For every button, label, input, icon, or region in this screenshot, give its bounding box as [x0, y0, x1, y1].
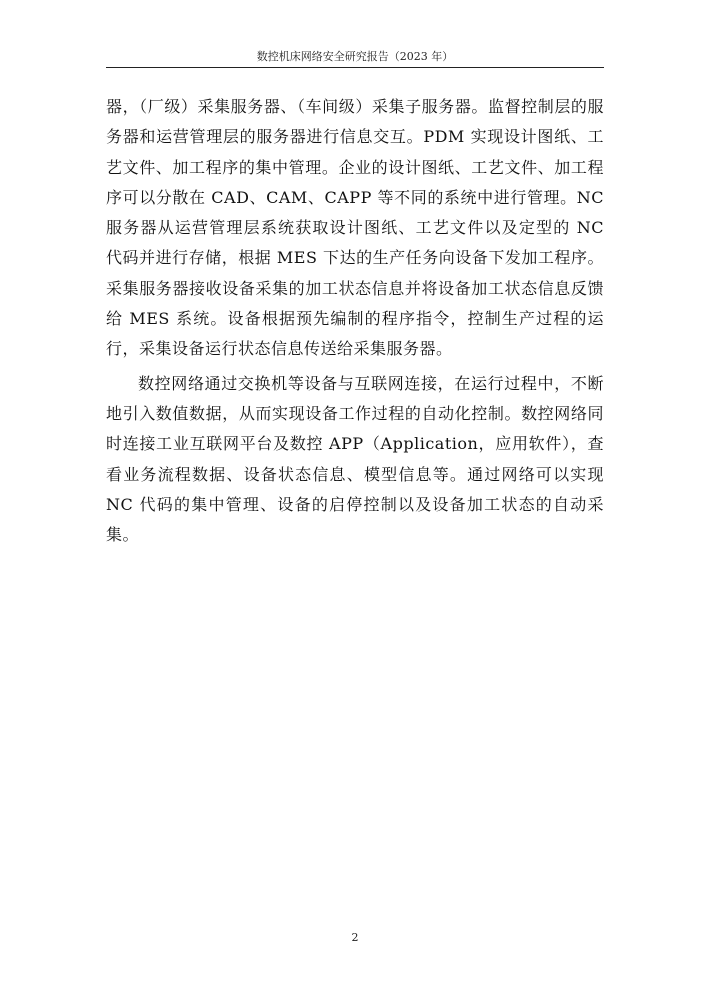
- document-body: [106, 92, 604, 550]
- page-number: 2: [351, 931, 359, 944]
- body-paragraph-2: 数控网络通过交换机等设备与互联网连接，在运行过程中，不断地引入数值数据，从而实现设备工作过程的自动化控制。数控网络同时连接工业互联网平台及数控 APP（Application，应用软件），查看业务流程数据、设备状态信息、模型信息等。通过网络可以实现 NC 代码的集中管理、设备的启停控制以及设备加工状态的自动采集。: [106, 373, 604, 545]
- page-header: [106, 50, 604, 68]
- body-paragraph-1: 器，（厂级）采集服务器、（车间级）采集子服务器。监督控制层的服务器和运营管理层的服务器进行信息交互。PDM 实现设计图纸、工艺文件、加工程序的集中管理。企业的设计图纸、工艺文件、加工程序可以分散在 CAD、CAM、CAPP 等不同的系统中进行管理。NC 服务器从运营管理层系统获取设计图纸、工艺文件以及定型的 NC 代码并进行存储，根据 MES 下达的生产任务向设备下发加工程序。采集服务器接收设备采集的加工状态信息并将设备加工状态信息反馈给 MES 系统。设备根据预先编制的程序指令，控制生产过程的运行，采集设备运行状态信息传送给采集服务器。: [106, 97, 604, 359]
- header-title: 数控机床网络安全研究报告（2023 年）: [256, 50, 454, 63]
